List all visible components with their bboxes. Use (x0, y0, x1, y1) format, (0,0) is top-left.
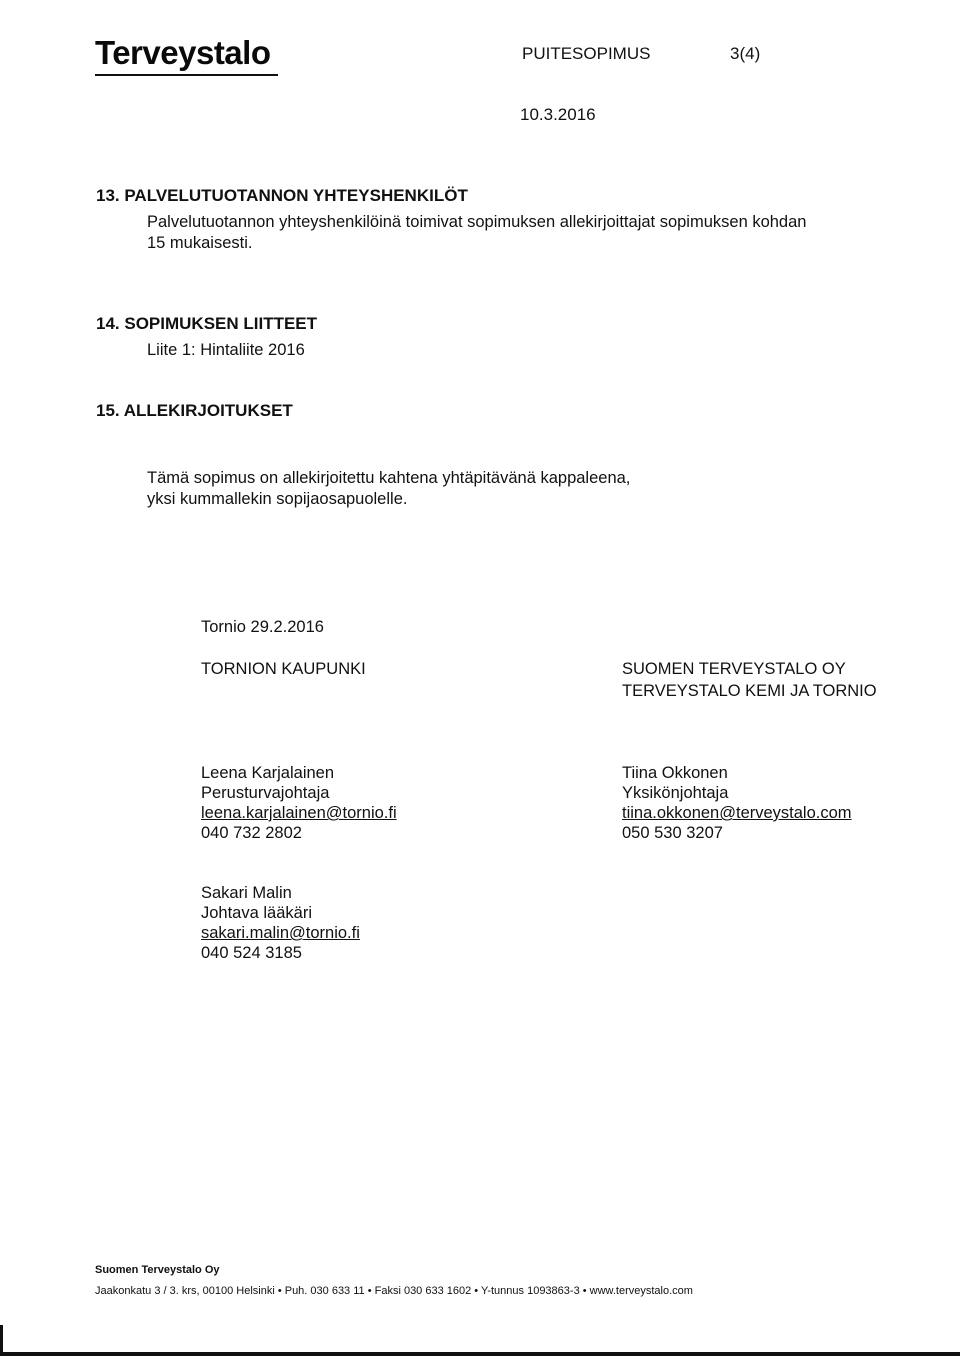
document-date: 10.3.2016 (520, 105, 596, 124)
section-13-text-line1: Palvelutuotannon yhteyshenkilöinä toimivat sopimuksen allekirjoittajat sopimuksen kohdan (147, 213, 807, 231)
signatory-title: Yksikönjohtaja (622, 784, 729, 802)
signatory-title: Johtava lääkäri (201, 904, 312, 922)
footer-address: Jaakonkatu 3 / 3. krs, 00100 Helsinki • Puh. 030 633 11 • Faksi 030 633 1602 • Y-tunnus 1093863-3 • www.terveystalo.com (95, 1285, 693, 1297)
logo-underline (95, 74, 278, 76)
section-15-text-line2: yksi kummallekin sopijaosapuolelle. (147, 490, 408, 508)
place-and-date: Tornio 29.2.2016 (201, 618, 324, 636)
signatory-phone: 050 530 3207 (622, 824, 723, 842)
party-left: TORNION KAUPUNKI (201, 660, 366, 678)
signatory-email-link[interactable]: sakari.malin@tornio.fi (201, 924, 360, 942)
signatory-name: Tiina Okkonen (622, 764, 728, 782)
signatory-title: Perusturvajohtaja (201, 784, 330, 802)
signatory-email-link[interactable]: tiina.okkonen@terveystalo.com (622, 804, 852, 822)
signatory-phone: 040 524 3185 (201, 944, 302, 962)
section-13-text-line2: 15 mukaisesti. (147, 234, 253, 252)
party-right-line1: SUOMEN TERVEYSTALO OY (622, 660, 846, 678)
party-right-line2: TERVEYSTALO KEMI JA TORNIO (622, 682, 877, 700)
section-14-text: Liite 1: Hintaliite 2016 (147, 341, 305, 359)
footer-company: Suomen Terveystalo Oy (95, 1264, 220, 1276)
signatory-name: Sakari Malin (201, 884, 292, 902)
company-logo: Terveystalo (95, 34, 271, 71)
page-border-bottom (0, 1352, 960, 1356)
signatory-name: Leena Karjalainen (201, 764, 335, 782)
page-number: 3(4) (730, 44, 761, 63)
section-15-text-line1: Tämä sopimus on allekirjoitettu kahtena yhtäpitävänä kappaleena, (147, 469, 631, 487)
document-type: PUITESOPIMUS (522, 44, 651, 63)
signatory-email-link[interactable]: leena.karjalainen@tornio.fi (201, 804, 397, 822)
section-15-heading: 15. ALLEKIRJOITUKSET (96, 401, 293, 420)
signatory-phone: 040 732 2802 (201, 824, 302, 842)
section-14-heading: 14. SOPIMUKSEN LIITTEET (96, 314, 318, 333)
section-13-heading: 13. PALVELUTUOTANNON YHTEYSHENKILÖT (96, 186, 468, 205)
page-border-left (0, 1325, 3, 1356)
